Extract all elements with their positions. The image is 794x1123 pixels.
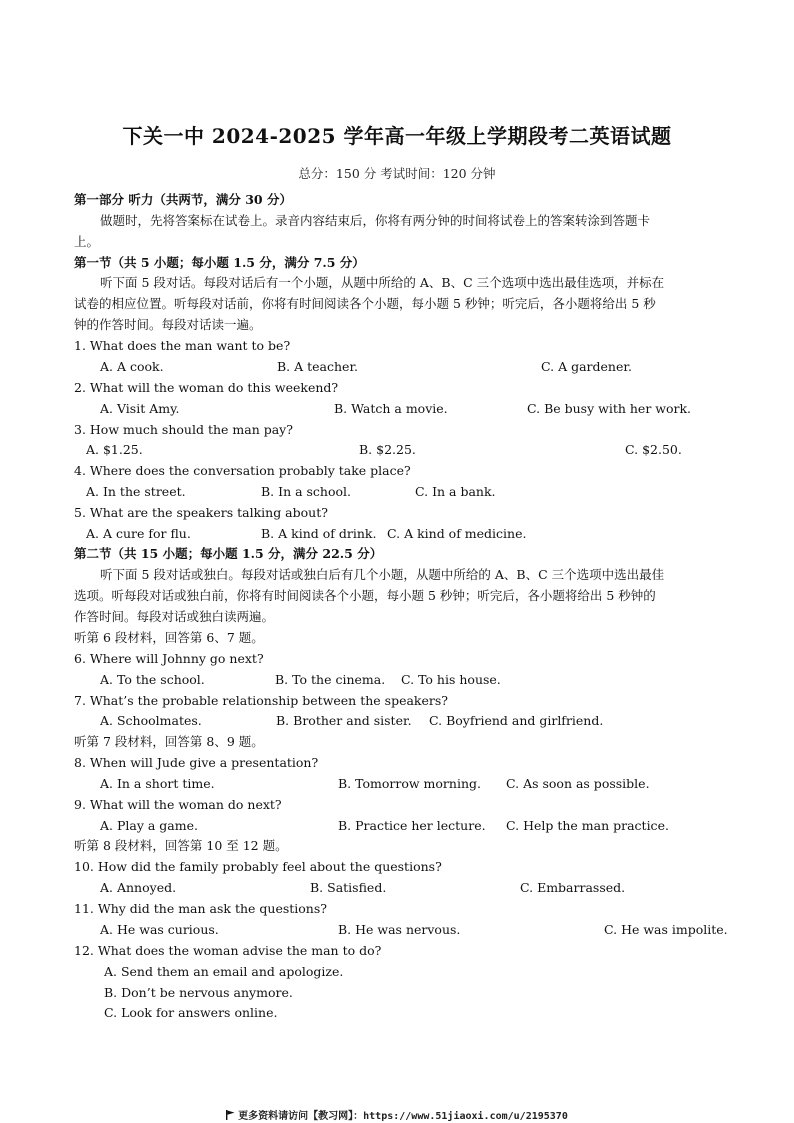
option-b: B. A kind of drink.: [261, 526, 377, 541]
section2-heading: 第二节（共 15 小题；每小题 1.5 分，满分 22.5 分）: [74, 546, 383, 561]
material-8-note: 听第 8 段材料，回答第 10 至 12 题。: [74, 838, 288, 853]
question-stem: 8. When will Jude give a presentation?: [74, 755, 319, 770]
option-c: C. Help the man practice.: [506, 818, 669, 833]
option-b: B. To the cinema.: [275, 672, 386, 687]
option-b: B. In a school.: [261, 484, 352, 499]
question-stem: 10. How did the family probably feel about the questions?: [74, 859, 442, 874]
question-stem: 6. Where will Johnny go next?: [74, 651, 264, 666]
option-a: A. A cure for flu.: [86, 526, 191, 541]
option-a: A. He was curious.: [100, 922, 219, 937]
option-c: C. Embarrassed.: [520, 880, 626, 895]
section2-intro-line1: 听下面 5 段对话或独白。每段对话或独白后有几个小题，从题中所给的 A、B、C 三个选项中选出最佳: [100, 567, 665, 582]
material-7-note: 听第 7 段材料，回答第 8、9 题。: [74, 734, 264, 749]
option-c: C. Boyfriend and girlfriend.: [429, 713, 604, 728]
option-b: B. $2.25.: [359, 442, 416, 457]
section1-intro-line3: 钟的作答时间。每段对话读一遍。: [74, 317, 262, 332]
footer-text: 更多资料请访问【教习网】：https://www.51jiaoxi.com/u/2195370: [238, 1111, 568, 1122]
material-6-note: 听第 6 段材料，回答第 6、7 题。: [74, 630, 264, 645]
option-b: B. Tomorrow morning.: [338, 776, 481, 791]
section1-heading: 第一节（共 5 小题；每小题 1.5 分，满分 7.5 分）: [74, 255, 365, 270]
part1-instruction-line1: 做题时，先将答案标在试卷上。录音内容结束后，你将有两分钟的时间将试卷上的答案转涂到答题卡: [100, 213, 651, 228]
option-a: A. In the street.: [86, 484, 186, 499]
question-stem: 1. What does the man want to be?: [74, 338, 291, 353]
option-a: A. $1.25.: [86, 442, 143, 457]
question-stem: 3. How much should the man pay?: [74, 422, 293, 437]
section2-intro-line3: 作答时间。每段对话或独白读两遍。: [74, 609, 275, 624]
option-b: B. Watch a movie.: [334, 401, 448, 416]
option-a: A. Visit Amy.: [100, 401, 180, 416]
question-stem: 5. What are the speakers talking about?: [74, 505, 328, 520]
question-stem: 12. What does the woman advise the man to do?: [74, 943, 382, 958]
option-c: C. In a bank.: [415, 484, 496, 499]
section2-intro-line2: 选项。听每段对话或独白前，你将有时间阅读各个小题，每小题 5 秒钟；听完后，各小题将给出 5 秒钟的: [74, 588, 656, 603]
option-c: C. A kind of medicine.: [387, 526, 527, 541]
flag-icon: [226, 1110, 235, 1123]
question-stem: 7. What’s the probable relationship between the speakers?: [74, 693, 448, 708]
option-a: A. In a short time.: [100, 776, 215, 791]
footer-link[interactable]: [0, 1107, 794, 1123]
option-c: C. To his house.: [401, 672, 501, 687]
option-b: B. He was nervous.: [338, 922, 461, 937]
option-b: B. Practice her lecture.: [338, 818, 486, 833]
question-stem: 4. Where does the conversation probably take place?: [74, 463, 411, 478]
option-a: A. Schoolmates.: [100, 713, 202, 728]
option-b: B. Don’t be nervous anymore.: [104, 985, 293, 1000]
option-b: B. Brother and sister.: [276, 713, 412, 728]
page-title: 下关一中 2024-2025 学年高一年级上学期段考二英语试题: [122, 124, 672, 148]
part1-heading: 第一部分 听力（共两节，满分 30 分）: [74, 192, 292, 207]
option-c: C. Be busy with her work.: [527, 401, 692, 416]
option-c: C. As soon as possible.: [506, 776, 650, 791]
question-stem: 2. What will the woman do this weekend?: [74, 380, 339, 395]
option-c: C. He was impolite.: [604, 922, 728, 937]
option-c: C. Look for answers online.: [104, 1005, 278, 1020]
option-c: C. A gardener.: [541, 359, 632, 374]
option-c: C. $2.50.: [625, 442, 682, 457]
option-b: B. Satisfied.: [310, 880, 387, 895]
option-a: A. To the school.: [100, 672, 205, 687]
section1-intro-line2: 试卷的相应位置。听每段对话前，你将有时间阅读各个小题，每小题 5 秒钟；听完后，各小题将给出 5 秒: [74, 296, 656, 311]
option-a: A. Send them an email and apologize.: [104, 964, 344, 979]
section1-intro-line1: 听下面 5 段对话。每段对话后有一个小题，从题中所给的 A、B、C 三个选项中选出最佳选项，并标在: [100, 275, 665, 290]
option-a: A. Play a game.: [100, 818, 198, 833]
option-a: A. Annoyed.: [100, 880, 177, 895]
option-b: B. A teacher.: [277, 359, 359, 374]
option-a: A. A cook.: [100, 359, 164, 374]
question-stem: 9. What will the woman do next?: [74, 797, 282, 812]
part1-instruction-line2: 上。: [74, 234, 100, 249]
question-stem: 11. Why did the man ask the questions?: [74, 901, 327, 916]
exam-meta: 总分：150 分 考试时间：120 分钟: [298, 166, 496, 181]
